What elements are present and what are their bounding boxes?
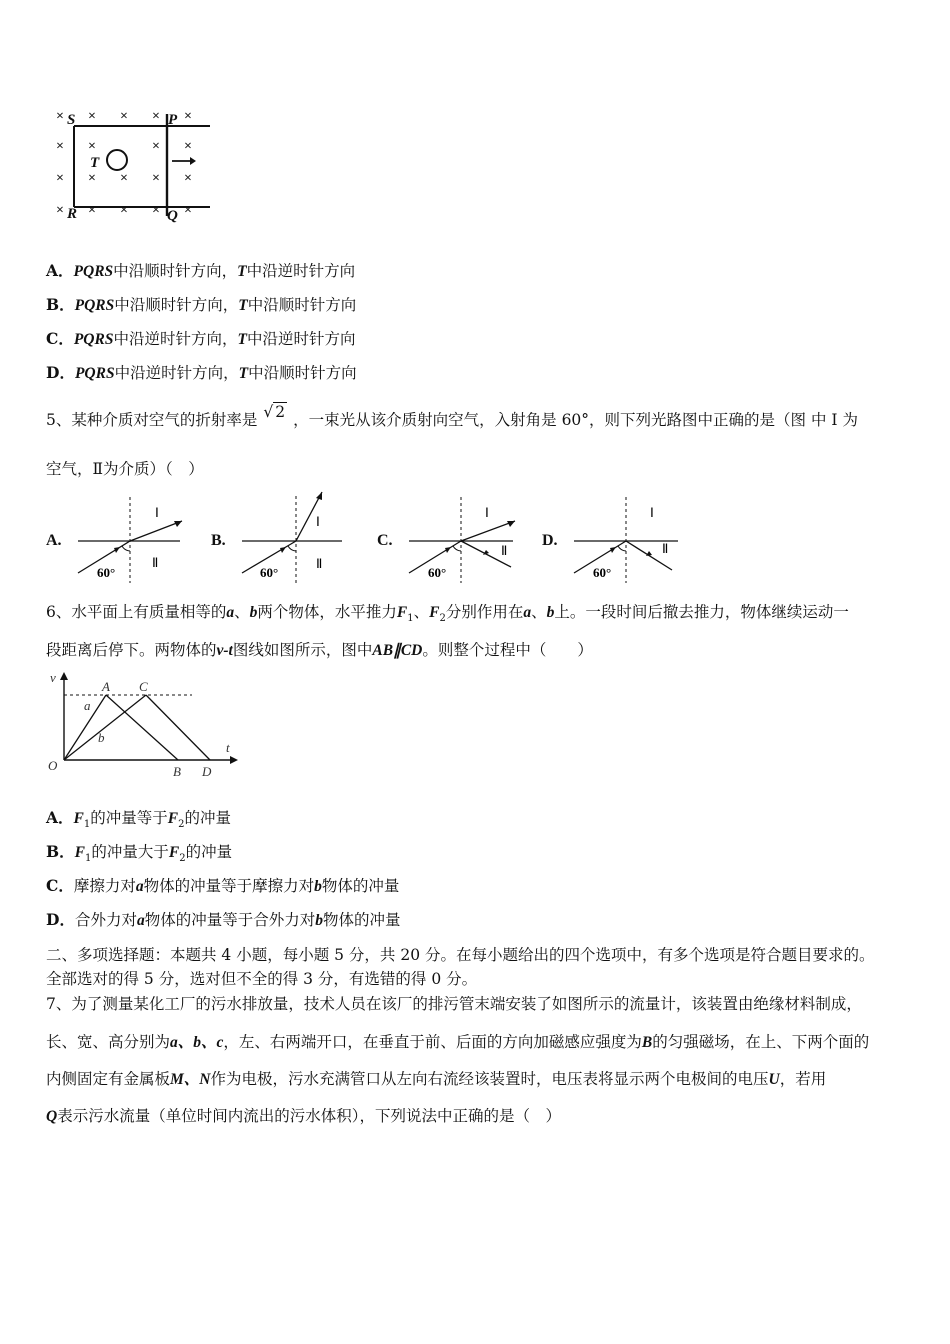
svg-text:60°: 60° xyxy=(260,565,279,580)
svg-text:B: B xyxy=(173,764,181,779)
q4-option-b[interactable]: B．PQRS中沿顺时针方向，T中沿顺时针方向 xyxy=(46,295,357,314)
svg-text:v: v xyxy=(50,670,56,685)
field-cross: × xyxy=(184,203,192,218)
line-ab xyxy=(106,695,178,760)
q5-option-b-label[interactable]: B. xyxy=(211,532,226,549)
field-cross: × xyxy=(56,171,64,186)
field-cross: × xyxy=(152,139,160,154)
field-cross: × xyxy=(184,109,192,124)
field-cross: × xyxy=(184,171,192,186)
section2-heading-line2: 全部选对的得 5 分，选对但不全的得 3 分，有选错的得 0 分。 xyxy=(46,970,478,988)
svg-text:A: A xyxy=(102,679,110,694)
field-cross: × xyxy=(88,139,96,154)
ring-t xyxy=(107,150,127,170)
svg-text:Ⅰ: Ⅰ xyxy=(316,514,320,529)
field-cross: × xyxy=(56,139,64,154)
q5-stem-line1: 5、某种介质对空气的折射率是 √ 2 ，一束光从该介质射向空气，入射角是 60°，则下列光路图中正确的是（图 中 I 为 xyxy=(46,403,858,429)
line-cd xyxy=(146,695,210,760)
q6-option-d[interactable]: D．合外力对a物体的冲量等于合外力对b物体的冲量 xyxy=(46,910,401,929)
q7-stem-line3: 内侧固定有金属板M、N作为电极，污水充满管口从左向右流经该装置时，电压表将显示两个电极间的电压U，若用 xyxy=(46,1070,827,1088)
svg-text:60°: 60° xyxy=(593,565,612,580)
field-cross: × xyxy=(56,203,64,218)
line-b-accel xyxy=(64,695,146,760)
q6-vt-graph xyxy=(44,670,244,782)
field-cross: × xyxy=(88,171,96,186)
q4-option-c[interactable]: C．PQRS中沿逆时针方向，T中沿逆时针方向 xyxy=(46,329,356,348)
q6-stem-line2: 段距离后停下。两物体的v-t图线如图所示，图中AB∥CD。则整个过程中（ ） xyxy=(46,641,593,659)
label-t: T xyxy=(90,155,100,171)
q4-option-a[interactable]: A．PQRS中沿顺时针方向，T中沿逆时针方向 xyxy=(46,261,356,280)
q7-stem-line2: 长、宽、高分别为a、b、c，左、右两端开口，在垂直于前、后面的方向加磁感应强度为B的匀强磁场，在上、下两个面的 xyxy=(46,1033,870,1051)
svg-text:Ⅰ: Ⅰ xyxy=(155,505,159,520)
refracted-ray xyxy=(461,521,515,541)
field-cross: × xyxy=(88,203,96,218)
svg-text:60°: 60° xyxy=(97,565,116,580)
svg-text:Ⅰ: Ⅰ xyxy=(650,505,654,520)
field-cross: × xyxy=(120,171,128,186)
sqrt-2: √ 2 xyxy=(263,403,286,421)
section2-heading-line1: 二、多项选择题：本题共 4 小题，每小题 5 分，共 20 分。在每小题给出的四个选项中，有多个选项是符合题目要求的。 xyxy=(46,946,875,964)
q6-option-c[interactable]: C．摩擦力对a物体的冲量等于摩擦力对b物体的冲量 xyxy=(46,876,400,895)
svg-text:b: b xyxy=(98,730,105,745)
label-s: S xyxy=(67,112,76,128)
svg-text:a: a xyxy=(84,698,91,713)
field-cross: × xyxy=(120,109,128,124)
label-r: R xyxy=(67,206,78,222)
field-cross: × xyxy=(120,203,128,218)
q5-option-a-label[interactable]: A. xyxy=(46,532,62,549)
q5-option-c-diagram[interactable] xyxy=(403,495,523,585)
q5-option-c-label[interactable]: C. xyxy=(377,532,393,549)
pqrs-magnetic-field-figure xyxy=(50,104,220,224)
svg-text:t: t xyxy=(226,740,230,755)
velocity-arrowhead xyxy=(190,157,196,165)
q5-stem-line2: 空气，Ⅱ为介质）（ ） xyxy=(46,460,204,478)
q7-stem-line4: Q表示污水流量（单位时间内流出的污水体积），下列说法中正确的是（ ） xyxy=(46,1107,561,1125)
q7-stem-line1: 7、为了测量某化工厂的污水排放量，技术人员在该厂的排污管末端安装了如图所示的流量计，该装置由绝缘材料制成， xyxy=(46,995,862,1013)
q6-option-b[interactable]: B．$F_1$的冲量大于$F_2$的冲量 xyxy=(46,842,233,865)
svg-text:Ⅱ: Ⅱ xyxy=(501,543,508,558)
q5-option-d-diagram[interactable] xyxy=(568,495,688,585)
label-q: Q xyxy=(167,208,178,224)
label-p: P xyxy=(168,112,178,128)
svg-text:Ⅱ: Ⅱ xyxy=(152,555,159,570)
field-cross: × xyxy=(88,109,96,124)
field-cross: × xyxy=(56,109,64,124)
svg-text:Ⅰ: Ⅰ xyxy=(485,505,489,520)
field-cross: × xyxy=(184,139,192,154)
q6-option-a[interactable]: A．$F_1$的冲量等于$F_2$的冲量 xyxy=(46,808,231,831)
field-cross: × xyxy=(152,109,160,124)
svg-text:Ⅱ: Ⅱ xyxy=(316,556,323,571)
q4-option-d[interactable]: D．PQRS中沿逆时针方向，T中沿顺时针方向 xyxy=(46,363,357,382)
field-cross: × xyxy=(152,203,160,218)
q5-option-b-diagram[interactable] xyxy=(236,488,346,585)
q5-option-d-label[interactable]: D. xyxy=(542,532,558,549)
q5-option-a-diagram[interactable] xyxy=(70,495,190,585)
q6-stem-line1: 6、水平面上有质量相等的a、b两个物体，水平推力$F_1$、$F_2$分别作用在a、b上。一段时间后撤去推力，物体继续运动一 xyxy=(46,603,849,625)
svg-text:Ⅱ: Ⅱ xyxy=(662,541,669,556)
svg-text:60°: 60° xyxy=(428,565,447,580)
svg-text:O: O xyxy=(48,758,58,773)
refracted-ray xyxy=(130,521,182,541)
field-cross: × xyxy=(152,171,160,186)
svg-text:C: C xyxy=(139,679,148,694)
svg-text:D: D xyxy=(202,764,212,779)
